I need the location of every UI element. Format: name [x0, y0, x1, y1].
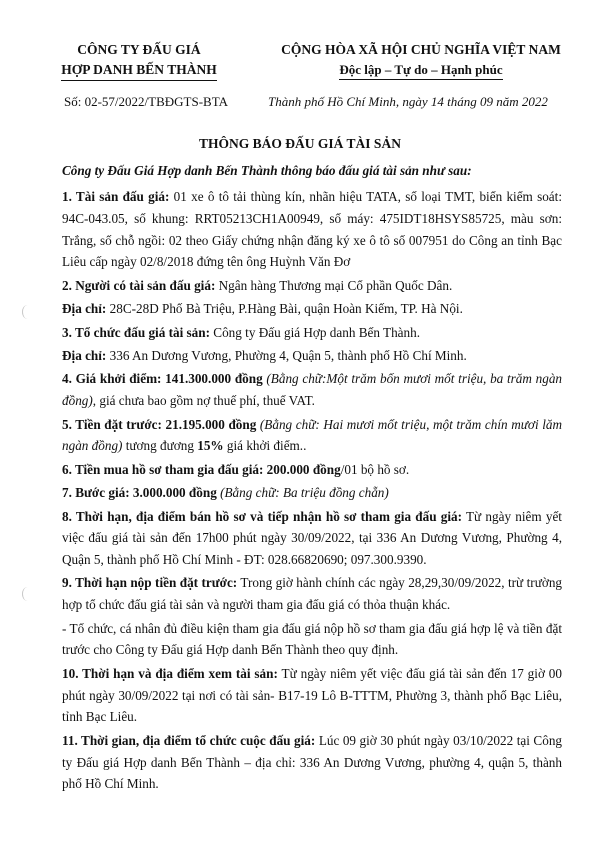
item-11-label: 11. Thời gian, địa điểm tổ chức cuộc đấu giá: — [62, 732, 316, 748]
nation-motto: Độc lập – Tự do – Hạnh phúc — [339, 60, 502, 80]
item-8 — [62, 506, 562, 571]
item-5-label: 5. Tiền đặt trước: 21.195.000 đồng — [62, 416, 257, 432]
item-5-text: tương đương — [122, 438, 198, 454]
item-4-text: , giá chưa bao gồm nợ thuế phí, thuế VAT. — [92, 393, 315, 409]
company-name-line1: CÔNG TY ĐẤU GIÁ — [77, 42, 201, 57]
item-5-words: (Bằng chữ: Hai mươi mốt triệu, một trăm chín mươi lăm ngàn đồng) — [62, 416, 562, 454]
item-5-tail: giá khởi điểm.. — [223, 438, 307, 454]
item-3-address-label: Địa chỉ: — [62, 347, 107, 363]
item-3 — [62, 322, 562, 344]
item-3-address-text: 336 An Dương Vương, Phường 4, Quận 5, thành phố Hồ Chí Minh. — [106, 347, 467, 363]
punch-hole-mark — [22, 587, 33, 601]
item-7-label: 7. Bước giá: 3.000.000 đồng — [62, 485, 217, 501]
item-3-label: 3. Tổ chức đấu giá tài sản: — [62, 324, 210, 340]
item-5-percent: 15% — [197, 438, 224, 454]
item-2-label: 2. Người có tài sản đấu giá: — [62, 277, 216, 293]
document-body — [62, 186, 562, 797]
item-1 — [62, 186, 562, 273]
item-8-text: Từ ngày niêm yết việc đấu giá tài sản đến 17h00 phút ngày 30/09/2022, tại 336 An Dương Vương, Phường 4, Quận 5, thành phố Hồ Chí Minh - ĐT: 028.66820690; 097.300.9390. — [62, 508, 562, 568]
item-11 — [62, 730, 562, 795]
item-1-text: 01 xe ô tô tải thùng kín, nhãn hiệu TATA, số loại TMT, biển kiểm soát: 94C-043.05, số khung: RRT05213CH1A00949, số máy: 475IDT18HSYS85725, màu sơn: Trắng, số chỗ ngồi: 02 theo Giấy chứng nhận đăng ký xe ô tô số 007951 do Công an tỉnh Bạc Liêu cấp ngày 02/8/2018 đứng tên ông Huỳnh Văn Đơ — [62, 189, 562, 270]
item-9-text: Trong giờ hành chính các ngày 28,29,30/09/2022, trừ trường hợp tổ chức đấu giá tài sản và người tham gia đấu giá có thỏa thuận khác. — [62, 575, 563, 613]
item-2 — [62, 275, 562, 297]
item-4 — [62, 368, 562, 412]
item-8-label: 8. Thời hạn, địa điểm bán hồ sơ và tiếp nhận hồ sơ tham gia đấu giá: — [62, 508, 462, 524]
item-11-text: Lúc 09 giờ 30 phút ngày 03/10/2022 tại Công ty Đấu giá Hợp danh Bến Thành – địa chỉ: 336 An Dương Vương, phường 4, quận 5, thành phố Hồ Chí Minh. — [62, 732, 563, 792]
item-3-text: Công ty Đấu giá Hợp danh Bến Thành. — [210, 324, 421, 340]
item-6-label: 6. Tiền mua hồ sơ tham gia đấu giá: 200.000 đồng — [62, 461, 341, 477]
nation-header — [262, 40, 580, 80]
item-10-text: Từ ngày niêm yết việc đấu giá tài sản đến 17 giờ 00 phút ngày 30/09/2022 tại nơi có tài sản- B17-19 Lô B-TTTM, Phường 3, thành phố Bạc Liêu, tỉnh Bạc Liêu. — [62, 665, 562, 725]
nation-name: CỘNG HÒA XÃ HỘI CHỦ NGHĨA VIỆT NAM — [281, 42, 561, 57]
item-1-label: 1. Tài sản đấu giá: — [62, 189, 170, 204]
item-9-extra: - Tổ chức, cá nhân đủ điều kiện tham gia đấu giá nộp hồ sơ tham gia đấu giá hợp lệ và tiền đặt trước cho Công ty Đấu giá Hợp danh Bến Thành theo quy định. — [62, 620, 562, 658]
item-2-address-label: Địa chỉ: — [62, 301, 107, 317]
item-9-label: 9. Thời hạn nộp tiền đặt trước: — [62, 575, 238, 591]
item-5 — [62, 414, 562, 458]
document-number: Số: 02-57/2022/TBĐGTS-BTA — [64, 94, 228, 109]
item-7 — [62, 482, 562, 504]
item-4-label: 4. Giá khởi điểm: 141.300.000 đồng — [62, 371, 263, 387]
document-title: THÔNG BÁO ĐẤU GIÁ TÀI SẢN — [199, 136, 401, 151]
company-name-line2: HỢP DANH BẾN THÀNH — [61, 60, 216, 81]
item-2-address — [62, 298, 562, 320]
item-10-label: 10. Thời hạn và địa điểm xem tài sản: — [62, 665, 278, 681]
place-date: Thành phố Hồ Chí Minh, ngày 14 tháng 09 năm 2022 — [268, 94, 548, 109]
punch-hole-mark — [22, 305, 33, 319]
item-7-words: (Bằng chữ: Ba triệu đồng chẵn) — [216, 485, 389, 501]
item-6 — [62, 459, 562, 481]
company-header — [44, 40, 234, 81]
item-4-words: (Bằng chữ:Một trăm bốn mươi mốt triệu, ba trăm ngàn đồng) — [62, 371, 563, 409]
item-2-text: Ngân hàng Thương mại Cổ phần Quốc Dân. — [215, 277, 453, 293]
intro-line: Công ty Đấu Giá Hợp danh Bến Thành thông báo đấu giá tài sản như sau: — [62, 163, 472, 178]
item-3-address — [62, 345, 562, 367]
item-6-text: /01 bộ hồ sơ. — [340, 461, 410, 477]
item-10 — [62, 663, 562, 728]
item-2-address-text: 28C-28D Phố Bà Triệu, P.Hàng Bài, quận Hoàn Kiếm, TP. Hà Nội. — [106, 301, 463, 317]
item-9 — [62, 572, 562, 616]
